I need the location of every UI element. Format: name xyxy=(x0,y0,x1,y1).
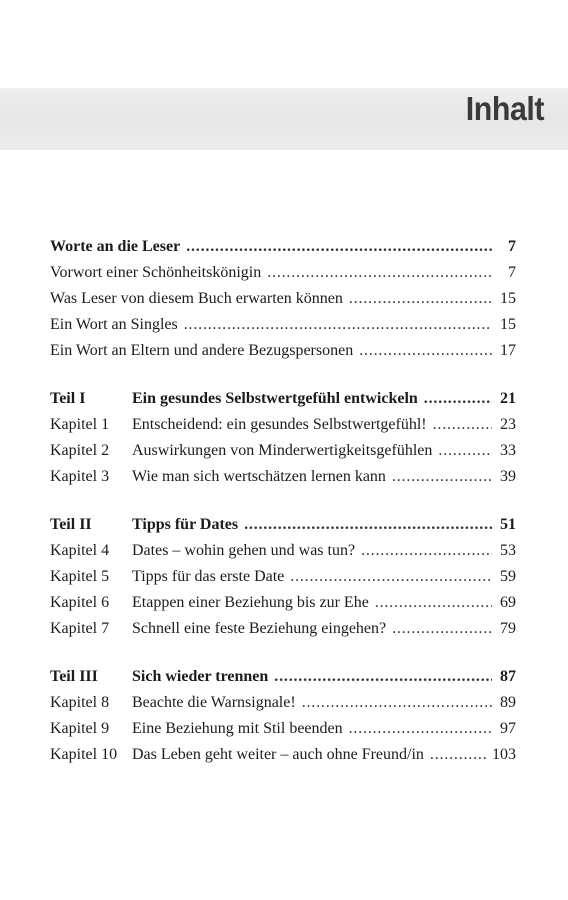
toc-section-part-2 xyxy=(50,512,516,642)
dot-leader xyxy=(267,260,492,286)
dot-leader xyxy=(375,590,492,616)
toc-page-number: 51 xyxy=(500,516,516,533)
toc-entry-title: Ein Wort an Eltern und andere Bezugspersonen xyxy=(50,342,354,359)
toc-entry-row xyxy=(50,616,516,642)
toc-entry-number: Kapitel 2 xyxy=(50,442,110,459)
dot-leader xyxy=(290,564,492,590)
toc-heading-row xyxy=(50,664,516,690)
toc-page-number: 21 xyxy=(500,390,516,407)
toc-section-part-3 xyxy=(50,664,516,768)
toc-entry-title: Dates – wohin gehen und was tun? xyxy=(132,542,356,559)
dot-leader xyxy=(349,286,492,312)
toc-entry-row xyxy=(50,412,516,438)
toc-page-number: 39 xyxy=(500,468,516,485)
toc-page-number: 23 xyxy=(500,416,516,433)
toc-heading-row xyxy=(50,234,516,260)
table-of-contents xyxy=(50,234,516,768)
toc-entry-title: Ein gesundes Selbstwertgefühl entwickeln xyxy=(132,390,418,407)
toc-entry-number: Teil III xyxy=(50,668,98,685)
toc-page-number: 17 xyxy=(500,342,516,359)
toc-page-number: 15 xyxy=(500,290,516,307)
toc-entry-title: Sich wieder trennen xyxy=(132,668,269,685)
toc-entry-title: Tipps für Dates xyxy=(132,516,239,533)
toc-entry-title: Tipps für das erste Date xyxy=(132,568,285,585)
dot-leader xyxy=(184,312,492,338)
toc-entry-title: Ein Wort an Singles xyxy=(50,316,178,333)
toc-entry-number: Kapitel 4 xyxy=(50,542,110,559)
dot-leader xyxy=(359,338,492,364)
toc-entry-row xyxy=(50,564,516,590)
toc-entry-row xyxy=(50,438,516,464)
toc-entry-title: Schnell eine feste Beziehung eingehen? xyxy=(132,620,387,637)
toc-entry-number: Kapitel 6 xyxy=(50,594,110,611)
dot-leader xyxy=(433,412,492,438)
toc-entry-row xyxy=(50,590,516,616)
page-title: Inhalt xyxy=(465,90,544,127)
toc-entry-number: Kapitel 7 xyxy=(50,620,110,637)
toc-page-number: 7 xyxy=(508,264,516,281)
toc-entry-title: Beachte die Warnsignale! xyxy=(132,694,296,711)
dot-leader xyxy=(430,742,486,768)
toc-entry-title: Eine Beziehung mit Stil beenden xyxy=(132,720,343,737)
dot-leader xyxy=(424,386,492,412)
toc-page-number: 15 xyxy=(500,316,516,333)
toc-heading-row xyxy=(50,512,516,538)
toc-page-number: 59 xyxy=(500,568,516,585)
dot-leader xyxy=(274,664,492,690)
dot-leader xyxy=(361,538,492,564)
toc-entry-title: Worte an die Leser xyxy=(50,238,181,255)
toc-entry-row xyxy=(50,690,516,716)
toc-entry-row xyxy=(50,312,516,338)
toc-page-number: 69 xyxy=(500,594,516,611)
toc-entry-number: Kapitel 1 xyxy=(50,416,110,433)
toc-entry-title: Vorwort einer Schönheitskönigin xyxy=(50,264,262,281)
dot-leader xyxy=(438,438,492,464)
toc-page-number: 79 xyxy=(500,620,516,637)
toc-entry-title: Entscheidend: ein gesundes Selbstwertgefühl! xyxy=(132,416,427,433)
toc-entry-row xyxy=(50,464,516,490)
toc-entry-number: Kapitel 10 xyxy=(50,746,118,763)
toc-section-intro xyxy=(50,234,516,364)
toc-entry-number: Teil I xyxy=(50,390,86,407)
toc-entry-row xyxy=(50,538,516,564)
toc-heading-row xyxy=(50,386,516,412)
toc-entry-row xyxy=(50,338,516,364)
toc-page-number: 53 xyxy=(500,542,516,559)
toc-entry-title: Was Leser von diesem Buch erwarten können xyxy=(50,290,343,307)
toc-page-number: 87 xyxy=(500,668,516,685)
dot-leader xyxy=(392,464,492,490)
toc-entry-number: Kapitel 8 xyxy=(50,694,110,711)
dot-leader xyxy=(244,512,492,538)
toc-entry-title: Etappen einer Beziehung bis zur Ehe xyxy=(132,594,369,611)
toc-entry-row xyxy=(50,742,516,768)
toc-page-number: 7 xyxy=(508,238,516,255)
toc-entry-number: Kapitel 9 xyxy=(50,720,110,737)
toc-entry-number: Kapitel 5 xyxy=(50,568,110,585)
toc-section-part-1 xyxy=(50,386,516,490)
toc-entry-title: Das Leben geht weiter – auch ohne Freund/in xyxy=(132,746,424,763)
toc-page-number: 97 xyxy=(500,720,516,737)
dot-leader xyxy=(349,716,492,742)
dot-leader xyxy=(302,690,492,716)
toc-entry-row xyxy=(50,286,516,312)
toc-entry-row xyxy=(50,260,516,286)
toc-page-number: 33 xyxy=(500,442,516,459)
toc-entry-title: Wie man sich wertschätzen lernen kann xyxy=(132,468,386,485)
toc-page-number: 89 xyxy=(500,694,516,711)
toc-entry-number: Kapitel 3 xyxy=(50,468,110,485)
toc-entry-number: Teil II xyxy=(50,516,92,533)
dot-leader xyxy=(392,616,492,642)
toc-entry-row xyxy=(50,716,516,742)
dot-leader xyxy=(186,234,492,260)
toc-page-number: 103 xyxy=(492,746,516,763)
toc-entry-title: Auswirkungen von Minderwertigkeitsgefühlen xyxy=(132,442,433,459)
